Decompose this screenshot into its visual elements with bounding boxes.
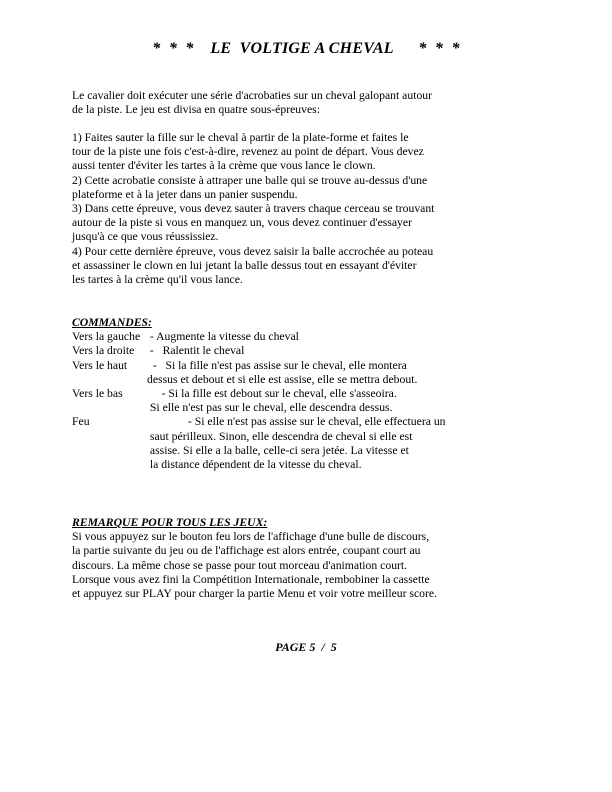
remarque-line: Si vous appuyez sur le bouton feu lors de l'affichage d'une bulle de discours, <box>72 530 430 544</box>
remarque-line: Lorsque vous avez fini la Compétition Internationale, rembobiner la cassette <box>72 572 430 586</box>
epreuve-line: jusqu'à ce que vous réussissiez. <box>72 230 219 244</box>
intro-paragraph <box>72 89 542 117</box>
command-key: Vers le bas <box>72 386 123 400</box>
command-key: Vers la droite <box>72 344 135 358</box>
epreuve-line: tour de la piste une fois c'est-à-dire, revenez au point de départ. Vous devez <box>72 145 424 159</box>
remarque-heading: REMARQUE POUR TOUS LES JEUX: <box>72 516 268 529</box>
command-row <box>72 415 542 429</box>
command-continuation: la distance dépendent de la vitesse du cheval. <box>147 457 362 471</box>
intro-line: Le cavalier doit exécuter une série d'acrobaties sur un cheval galopant autour <box>72 89 433 102</box>
command-text: - Si la fille n'est pas assise sur le cheval, elle montera <box>147 358 407 372</box>
command-key: Vers le haut <box>72 358 128 372</box>
remarque-line: la partie suivante du jeu ou de l'affichage est alors entrée, coupant court au <box>72 544 421 558</box>
commandes-section <box>72 316 542 472</box>
command-continuation: saut périlleux. Sinon, elle descendra de cheval si elle est <box>147 429 413 443</box>
epreuve-line: plateforme et à la jeter dans un panier suspendu. <box>72 187 298 201</box>
epreuves-list <box>72 131 542 287</box>
command-row <box>72 387 542 401</box>
command-key: Feu <box>72 415 90 429</box>
epreuve-line: 1) Faites sauter la fille sur le cheval à partir de la plate-forme et faites le <box>72 131 409 144</box>
page-number: PAGE 5 / 5 <box>275 640 337 654</box>
epreuve-line: autour de la piste si vous en manquez un, vous devez continuer d'essayer <box>72 216 412 230</box>
remarque-line: et appuyez sur PLAY pour charger la partie Menu et voir votre meilleur score. <box>72 586 438 600</box>
command-text: - Si la fille est debout sur le cheval, elle s'asseoira. <box>147 386 397 400</box>
page-title: * * * LE VOLTIGE A CHEVAL * * * <box>152 40 460 57</box>
command-key: Vers la gauche <box>72 330 141 344</box>
command-text: - Ralentit le cheval <box>147 344 245 358</box>
command-row <box>72 359 542 373</box>
epreuve-line: 2) Cette acrobatie consiste à attraper une balle qui se trouve au-dessus d'une <box>72 173 428 187</box>
remarque-section <box>72 516 542 601</box>
command-row <box>72 330 542 344</box>
epreuve-line: et assassiner le clown en lui jetant la balle dessus tout en essayant d'éviter <box>72 258 417 272</box>
commandes-heading: COMMANDES: <box>72 316 152 329</box>
epreuve-line: 3) Dans cette épreuve, vous devez sauter à travers chaque cerceau se trouvant <box>72 201 435 215</box>
epreuve-line: les tartes à la crème qu'il vous lance. <box>72 272 243 286</box>
command-continuation: Si elle n'est pas sur le cheval, elle descendra dessus. <box>147 401 393 415</box>
command-continuation: dessus et debout et si elle est assise, elle se mettra debout. <box>147 372 418 386</box>
epreuve-line: 4) Pour cette dernière épreuve, vous devez saisir la balle accrochée au poteau <box>72 244 434 258</box>
command-text: - Augmente la vitesse du cheval <box>147 330 299 344</box>
intro-line: de la piste. Le jeu est divisa en quatre sous-épreuves: <box>72 103 320 117</box>
remarque-line: discours. La même chose se passe pour tout morceau d'animation court. <box>72 558 408 572</box>
command-continuation: assise. Si elle a la balle, celle-ci sera jetée. La vitesse et <box>147 443 409 457</box>
command-text: - Si elle n'est pas assise sur le cheval, elle effectuera un <box>147 415 446 429</box>
command-row <box>72 344 542 358</box>
epreuve-line: aussi tenter d'éviter les tartes à la crème que vous lance le clown. <box>72 159 376 173</box>
